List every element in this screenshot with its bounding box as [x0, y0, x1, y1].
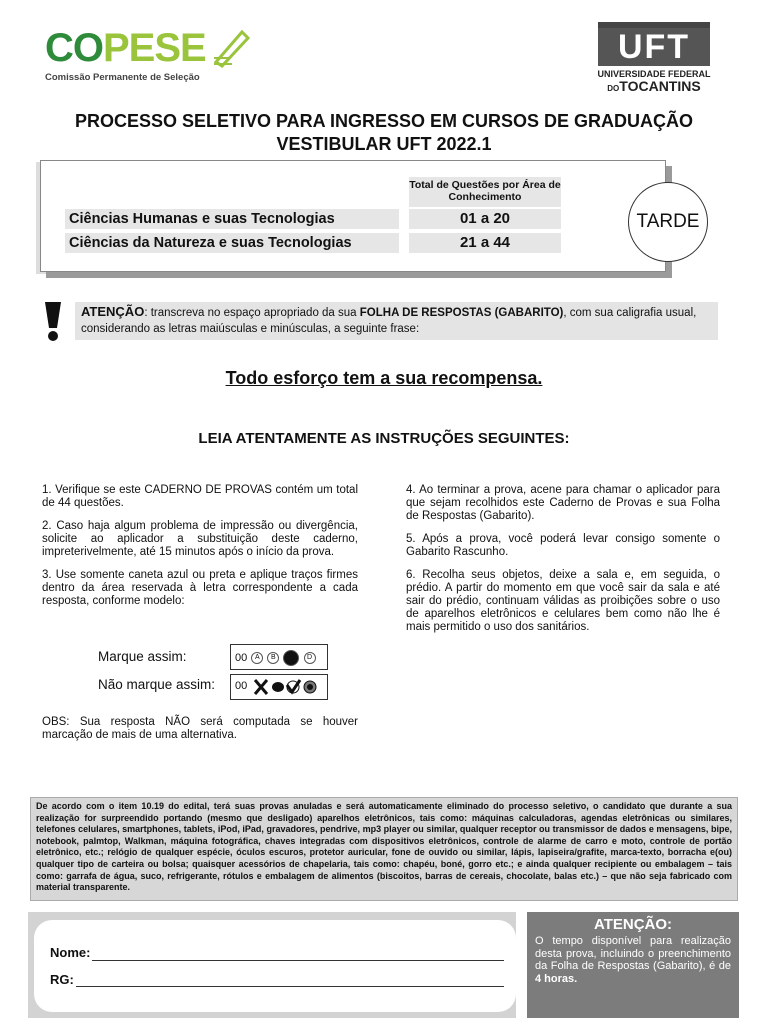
uft-line2-prefix: DO: [607, 84, 620, 93]
attention-bold: FOLHA DE RESPOSTAS (GABARITO): [359, 307, 564, 319]
time-notice-box: [527, 912, 739, 1018]
attention-text2: , com sua caligrafia usual, considerando as letras maiúsculas e minúsculas, a seguinte frase:: [81, 307, 697, 335]
option-bubble: A: [251, 652, 263, 664]
rg-label: RG:: [50, 972, 74, 987]
time-notice-text: [535, 935, 731, 985]
time-notice-title: ATENÇÃO:: [593, 916, 673, 933]
time-notice-body: O tempo disponível para realização desta prova, incluindo o preenchimento da Folha de Respostas (Gabarito), é de: [535, 935, 731, 972]
attention-text1: : transcreva no espaço apropriado da sua: [144, 307, 360, 319]
pencil-icon: [212, 28, 252, 68]
questions-header: Total de Questões por Área de Conhecimento: [409, 177, 561, 207]
instruction-5: 5. Após a prova, você poderá levar consigo somente o Gabarito Rascunho.: [406, 533, 720, 558]
identification-box: [28, 912, 516, 1018]
subject-range: 21 a 44: [409, 233, 561, 253]
copese-wordmark: [45, 28, 265, 68]
copese-part2: PESE: [103, 26, 206, 70]
identification-panel: [34, 920, 516, 1012]
option-bubble: D: [304, 652, 316, 664]
attention-bar: [75, 302, 718, 340]
mark-correct-example: [230, 644, 328, 670]
instruction-1: 1. Verifique se este CADERNO DE PROVAS contém um total de 44 questões.: [42, 484, 358, 509]
mark-number: 00: [235, 651, 248, 664]
option-bubble: B: [267, 652, 279, 664]
time-notice-bold: 4 horas.: [535, 972, 578, 985]
instruction-6: 6. Recolha seus objetos, deixe a sala e, em seguida, o prédio. A partir do momento em que você sair da sala e até sair do prédio, continuam válidas as proibições sobre o uso de aparelhos eletrônicos e celulares bem como não lhe é mais permitido o uso dos sanitários.: [406, 569, 720, 633]
filled-bubble: [283, 650, 299, 666]
copese-subtitle: Comissão Permanente de Seleção: [45, 72, 200, 83]
attention-label: ATENÇÃO: [81, 304, 145, 319]
mark-wrong-example: [230, 674, 328, 700]
obs-note: OBS: Sua resposta NÃO será computada se houver marcação de mais de uma alternativa.: [42, 716, 358, 741]
instruction-3: 3. Use somente caneta azul ou preta e aplique traços firmes dentro da área reservada à letra correspondente a cada resposta, conforme modelo:: [42, 569, 358, 607]
name-field[interactable]: [92, 959, 504, 961]
rules-box: De acordo com o item 10.19 do edital, terá suas provas anuladas e será automaticamente eliminado do processo seletivo, o candidato que durante a sua realização for surpreendido portando (mesmo que desligado) aparelhos eletrônicos, tais como: máquinas calculadoras, agendas eletrônicas ou similares, telefones celulares, smartphones, tablets, iPod, iPad, gravadores, pendrive, mp3 player ou similar, qualquer receptor ou transmissor de dados e mensagens, bipe, notebook, palmtop, Walkman, máquina fotográfica, chaves integradas com dispositivos eletrônicos, controle de alarme de carro e moto, controle de portão eletrônico, etc.; relógio de qualquer espécie, óculos escuros, protetor auricular, fone de ouvido ou similar, lápis, lapiseira/grafite, marca-texto, borracha e(ou) qualquer tipo de carteira ou bolsa; quaisquer acessórios de chapelaria, tais como: chapéu, boné, gorro etc.; e ainda qualquer recipiente ou embalagem – tais como: garrafa de água, suco, refrigerante, rótulos e embalagem de alimentos (biscoitos, barras de cereais, chocolate, balas etc.) – que não seja fabricado com material transparente.: [30, 797, 738, 901]
instructions-left: [42, 484, 358, 618]
name-label: Nome:: [50, 945, 91, 960]
uft-mark: UFT: [598, 22, 710, 66]
page-title-line2: VESTIBULAR UFT 2022.1: [276, 134, 492, 154]
uft-line1: UNIVERSIDADE FEDERAL: [597, 69, 711, 79]
page-title-line1: PROCESSO SELETIVO PARA INGRESSO EM CURSOS DE GRADUAÇÃO: [74, 111, 694, 131]
motto-phrase: Todo esforço tem a sua recompensa.: [225, 368, 543, 388]
mark-wrong-label: Não marque assim:: [98, 677, 216, 692]
subject-name: Ciências Humanas e suas Tecnologias: [65, 209, 399, 229]
uft-line2: [594, 79, 714, 96]
wrong-marks-icon: [253, 678, 323, 696]
subject-range: 01 a 20: [409, 209, 561, 229]
uft-line2-main: TOCANTINS: [619, 78, 701, 94]
instructions-right: [406, 484, 720, 644]
rg-field[interactable]: [76, 985, 504, 987]
copese-logo: [45, 28, 265, 98]
subjects-box: [40, 160, 666, 272]
exclamation-icon: [40, 300, 66, 342]
subject-name: Ciências da Natureza e suas Tecnologias: [65, 233, 399, 253]
shift-badge: TARDE: [628, 182, 708, 262]
mark-correct-label: Marque assim:: [98, 649, 187, 664]
instruction-4: 4. Ao terminar a prova, acene para chamar o aplicador para que sejam recolhidos este Caderno de Provas e sua Folha de Respostas (Gabarito).: [406, 484, 720, 522]
instruction-2: 2. Caso haja algum problema de impressão ou divergência, solicite ao aplicador a substituição deste caderno, impreterivelmente, até 15 minutos após o início da prova.: [42, 520, 358, 558]
copese-part1: CO: [45, 26, 103, 70]
uft-logo: [594, 22, 714, 102]
mark-number: 00: [235, 680, 248, 692]
instructions-title: LEIA ATENTAMENTE AS INSTRUÇÕES SEGUINTES:: [198, 430, 570, 447]
